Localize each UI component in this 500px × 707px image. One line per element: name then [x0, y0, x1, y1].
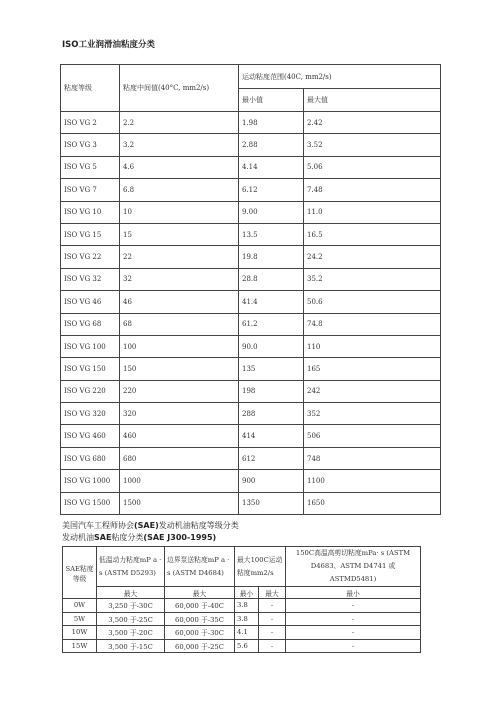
cell-pump: 60,000 于-35C — [165, 612, 235, 626]
sae-col-low-temp: 低温动力粘度mP a · s (ASTM D5293) — [97, 547, 165, 587]
cell-max: 16.5 — [304, 223, 441, 245]
cell-min: 135 — [239, 358, 304, 380]
cell-grade: 0W — [63, 599, 97, 613]
cell-grade: ISO VG 46 — [61, 291, 120, 313]
cell-max: 506 — [304, 425, 441, 447]
table-row — [61, 179, 441, 201]
cell-mid: 100 — [120, 335, 239, 357]
cell-min: 5.6 — [235, 639, 259, 653]
cell-max: - — [259, 639, 286, 653]
cell-mid: 22 — [120, 246, 239, 268]
cell-min: 61.2 — [239, 313, 304, 335]
cell-min: 3.8 — [235, 599, 259, 613]
cell-max: 5.06 — [304, 156, 441, 178]
cell-hths: - — [286, 599, 421, 613]
cell-grade: ISO VG 5 — [61, 156, 120, 178]
cell-grade: 5W — [63, 612, 97, 626]
table-row — [61, 112, 441, 134]
cell-max: - — [259, 612, 286, 626]
cell-min: 1350 — [239, 492, 304, 514]
cell-min: 28.8 — [239, 268, 304, 290]
table-row — [61, 313, 441, 335]
sae-table-title: 发动机油SAE粘度分类(SAE J300-1995) — [62, 533, 217, 542]
table-row — [63, 626, 421, 640]
sae-col-100c: 最大100C运动粘度mm2/s — [235, 547, 286, 587]
table-row — [61, 447, 441, 469]
cell-max: 352 — [304, 403, 441, 425]
cell-min: 900 — [239, 470, 304, 492]
cell-grade: ISO VG 680 — [61, 447, 120, 469]
table-row — [61, 425, 441, 447]
cell-grade: ISO VG 3 — [61, 134, 120, 156]
cell-mid: 1000 — [120, 470, 239, 492]
cell-mid: 2.2 — [120, 112, 239, 134]
cell-low: 3,250 于-30C — [97, 599, 165, 613]
cell-grade: ISO VG 2 — [61, 112, 120, 134]
cell-mid: 4.6 — [120, 156, 239, 178]
cell-grade: ISO VG 1500 — [61, 492, 120, 514]
table-row — [61, 156, 441, 178]
cell-low: 3,500 于-20C — [97, 626, 165, 640]
sae-viscosity-table — [62, 546, 421, 653]
cell-mid: 6.8 — [120, 179, 239, 201]
cell-max: 3.52 — [304, 134, 441, 156]
cell-mid: 46 — [120, 291, 239, 313]
cell-grade: ISO VG 7 — [61, 179, 120, 201]
cell-pump: 60,000 于-30C — [165, 626, 235, 640]
cell-mid: 68 — [120, 313, 239, 335]
cell-mid: 15 — [120, 223, 239, 245]
table-row — [61, 134, 441, 156]
cell-mid: 3.2 — [120, 134, 239, 156]
sae-sub-max: 最大 — [259, 587, 286, 599]
page-title: ISO工业润滑油粘度分类 — [62, 40, 156, 50]
cell-min: 19.8 — [239, 246, 304, 268]
table-row — [63, 612, 421, 626]
table-row — [61, 492, 441, 514]
cell-min: 612 — [239, 447, 304, 469]
cell-max: 1650 — [304, 492, 441, 514]
table-row — [61, 201, 441, 223]
cell-max: 50.6 — [304, 291, 441, 313]
cell-min: 414 — [239, 425, 304, 447]
cell-max: 7.48 — [304, 179, 441, 201]
cell-min: 4.14 — [239, 156, 304, 178]
col-header-grade: 粘度等级 — [61, 65, 120, 112]
cell-max: - — [259, 626, 286, 640]
cell-max: 1100 — [304, 470, 441, 492]
cell-low: 3,500 于-15C — [97, 639, 165, 653]
cell-grade: ISO VG 22 — [61, 246, 120, 268]
cell-mid: 220 — [120, 380, 239, 402]
cell-min: 90.0 — [239, 335, 304, 357]
cell-grade: ISO VG 10 — [61, 201, 120, 223]
cell-mid: 680 — [120, 447, 239, 469]
cell-mid: 320 — [120, 403, 239, 425]
cell-grade: ISO VG 32 — [61, 268, 120, 290]
cell-min: 3.8 — [235, 612, 259, 626]
cell-min: 1.98 — [239, 112, 304, 134]
cell-grade: ISO VG 220 — [61, 380, 120, 402]
cell-min: 198 — [239, 380, 304, 402]
cell-min: 4.1 — [235, 626, 259, 640]
sae-sub-min: 最小 — [235, 587, 259, 599]
cell-hths: - — [286, 626, 421, 640]
cell-grade: 15W — [63, 639, 97, 653]
cell-max: 2.42 — [304, 112, 441, 134]
table-row — [63, 599, 421, 613]
table-row — [61, 268, 441, 290]
cell-pump: 60,000 于-40C — [165, 599, 235, 613]
cell-grade: ISO VG 68 — [61, 313, 120, 335]
cell-mid: 10 — [120, 201, 239, 223]
cell-min: 41.4 — [239, 291, 304, 313]
table-row — [61, 246, 441, 268]
cell-grade: ISO VG 1000 — [61, 470, 120, 492]
cell-pump: 60,000 于-25C — [165, 639, 235, 653]
table-row — [61, 358, 441, 380]
cell-max: 748 — [304, 447, 441, 469]
sae-col-pump: 边界泵送粘度mP a · s (ASTM D4684) — [165, 547, 235, 587]
sae-sub-max: 最大 — [165, 587, 235, 599]
col-header-max: 最大值 — [304, 89, 441, 112]
col-header-range: 运动粘度范围(40C, mm2/s) — [239, 65, 441, 89]
sae-sub-max: 最大 — [97, 587, 165, 599]
cell-grade: ISO VG 15 — [61, 223, 120, 245]
cell-mid: 1500 — [120, 492, 239, 514]
cell-max: 11.0 — [304, 201, 441, 223]
cell-min: 288 — [239, 403, 304, 425]
sae-col-hths: 150C高温高剪切粘度mPa· s (ASTM D4683、ASTM D4741 或 ASTMD5481) — [286, 547, 421, 587]
cell-grade: ISO VG 150 — [61, 358, 120, 380]
cell-grade: 10W — [63, 626, 97, 640]
table-row — [61, 380, 441, 402]
table-row — [61, 291, 441, 313]
cell-max: 242 — [304, 380, 441, 402]
cell-mid: 460 — [120, 425, 239, 447]
sae-col-grade: SAE粘度等级 — [63, 547, 97, 599]
cell-hths: - — [286, 612, 421, 626]
col-header-mid: 粘度中间值(40°C, mm2/s) — [120, 65, 239, 112]
cell-max: 24.2 — [304, 246, 441, 268]
cell-min: 2.88 — [239, 134, 304, 156]
cell-max: 110 — [304, 335, 441, 357]
cell-min: 9.00 — [239, 201, 304, 223]
cell-grade: ISO VG 100 — [61, 335, 120, 357]
cell-max: - — [259, 599, 286, 613]
cell-hths: - — [286, 639, 421, 653]
cell-mid: 32 — [120, 268, 239, 290]
cell-min: 13.5 — [239, 223, 304, 245]
cell-grade: ISO VG 460 — [61, 425, 120, 447]
cell-min: 6.12 — [239, 179, 304, 201]
table-row — [61, 223, 441, 245]
cell-max: 35.2 — [304, 268, 441, 290]
sae-section-title: 美国汽车工程师协会(SAE)发动机油粘度等级分类 — [62, 521, 239, 530]
table-row — [61, 470, 441, 492]
table-row — [63, 639, 421, 653]
table-row — [61, 335, 441, 357]
cell-max: 74.8 — [304, 313, 441, 335]
col-header-min: 最小值 — [239, 89, 304, 112]
sae-sub-min: 最小 — [286, 587, 421, 599]
table-row — [61, 403, 441, 425]
cell-grade: ISO VG 320 — [61, 403, 120, 425]
iso-viscosity-table — [60, 64, 441, 515]
cell-max: 165 — [304, 358, 441, 380]
cell-mid: 150 — [120, 358, 239, 380]
cell-low: 3,500 于-25C — [97, 612, 165, 626]
